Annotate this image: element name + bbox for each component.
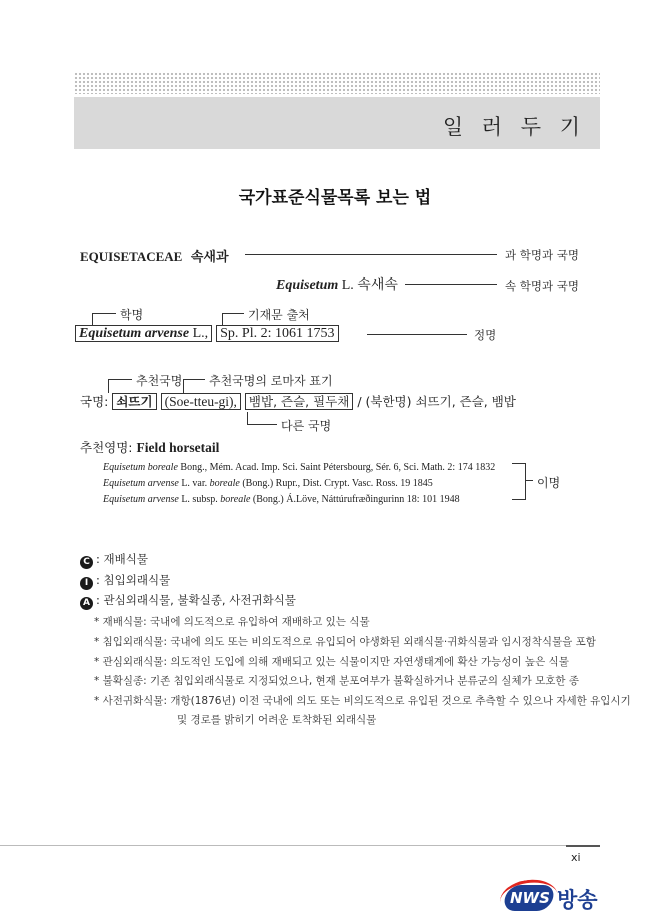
family-scientific-name: EQUISETACEAE [80, 249, 183, 264]
source-bracket-top [222, 313, 244, 314]
other-name-bracket-bottom [247, 424, 277, 425]
synonym-list [103, 460, 495, 508]
romanization-label: 추천국명의 로마자 표기 [209, 374, 333, 388]
synonym-epithet: boreale [209, 478, 240, 489]
family-label: 과 학명과 국명 [505, 248, 579, 262]
recommended-bracket-top [108, 379, 132, 380]
legend-text: : 침입외래식물 [96, 573, 171, 587]
legend-text: : 관심외래식물, 불확실종, 사전귀화식물 [96, 593, 296, 607]
species-scientific-name: Equisetum arvense [79, 326, 190, 341]
synonym-line [103, 492, 495, 508]
note-alien: * 관심외래식물: 의도적인 도입에 의해 재배되고 있는 식물이지만 자연생태계에 확산 가능성이 높은 식물 [94, 656, 569, 668]
source-label: 기재문 출처 [248, 308, 310, 322]
accepted-leader-line [367, 334, 467, 335]
synonym-scientific-name: Equisetum arvense [103, 494, 179, 505]
recommended-name-box: 쇠뜨기 [112, 393, 156, 410]
other-name-label: 다른 국명 [281, 419, 332, 433]
scientific-name-label: 학명 [120, 308, 144, 322]
page-number: xi [571, 851, 581, 864]
romanization-bracket [183, 379, 184, 393]
legend-invasive [80, 572, 170, 590]
recommended-bracket [108, 379, 109, 393]
synonym-label: 이명 [537, 476, 561, 490]
note-invasive: * 침입외래식물: 국내에 의도 또는 비의도적으로 유입되어 야생화된 외래식물·귀화식물과 임시정착식물을 포함 [94, 636, 596, 648]
header-dot-pattern [74, 72, 600, 94]
alien-symbol-icon: A [80, 597, 93, 610]
other-name-bracket [247, 412, 248, 424]
invasive-symbol-icon: I [80, 577, 93, 590]
scientific-bracket [92, 313, 93, 325]
note-uncertain: * 불확실종: 기존 침입외래식물로 지정되었으나, 현재 분포여부가 불확실하거나 분류군의 실체가 모호한 종 [94, 675, 579, 687]
logo-korean-text: 방송 [557, 888, 598, 912]
family-leader-line [245, 254, 497, 255]
accepted-name-label: 정명 [474, 328, 497, 342]
logo-text: NWS [510, 889, 550, 907]
legend-alien [80, 592, 296, 610]
other-names-box: 뱀밥, 즌슬, 필두채 [245, 393, 353, 410]
recommended-name-label: 추천국명 [136, 374, 183, 388]
genus-scientific-name: Equisetum [276, 278, 339, 293]
source-citation-box: Sp. Pl. 2: 1061 1753 [216, 325, 338, 342]
genus-author-korean: L. 속새속 [341, 278, 398, 293]
korean-name-prefix: 국명: [80, 394, 109, 409]
footer-rule [0, 845, 600, 846]
english-name-entry [80, 438, 219, 456]
species-entry [75, 325, 339, 343]
cultivated-symbol-icon: C [80, 556, 93, 569]
genus-leader-line [405, 284, 497, 285]
genus-label: 속 학명과 국명 [505, 279, 579, 293]
species-author: L., [192, 326, 209, 341]
korean-name-entry [80, 393, 516, 411]
synonym-bracket [512, 463, 526, 500]
synonym-scientific-name: Equisetum arvense [103, 478, 179, 489]
family-entry [80, 246, 229, 265]
note-prenaturalized: * 사전귀화식물: 개항(1876년) 이전 국내에 의도 또는 비의도적으로 유입된 것으로 추측할 수 있으나 자세한 유입시기 [94, 695, 631, 707]
legend-text: : 재배식물 [96, 552, 148, 566]
family-korean-name: 속새과 [190, 250, 229, 265]
synonym-line [103, 476, 495, 492]
english-name-value: Field horsetail [136, 440, 220, 455]
synonym-reference: Bong., Mém. Acad. Imp. Sci. Saint Pétersbourg, Sér. 6, Sci. Math. 2: 174 1832 [180, 462, 496, 473]
page-title: 일 러 두 기 [442, 115, 586, 139]
synonym-scientific-name: Equisetum boreale [103, 462, 178, 473]
note-cultivated: * 재배식물: 국내에 의도적으로 유입하여 재배하고 있는 식물 [94, 616, 370, 628]
scientific-bracket-top [92, 313, 116, 314]
synonym-reference: (Bong.) Rupr., Dist. Crypt. Vasc. Ross. 19 1845 [242, 478, 433, 489]
synonym-reference: (Bong.) Á.Löve, Náttúrufræðingurinn 18: 101 1948 [252, 494, 460, 505]
legend-cultivated [80, 551, 148, 569]
synonym-bracket-tick [525, 480, 533, 481]
romanization-box: (Soe-tteu-gi), [161, 393, 241, 410]
footer-rule-accent [566, 845, 600, 847]
scientific-name-box [75, 325, 212, 342]
synonym-epithet: boreale [220, 494, 251, 505]
header-banner [74, 97, 600, 149]
genus-entry [276, 274, 398, 294]
note-prenaturalized-continued: 및 경로를 밝히기 어려운 토착화된 외래식물 [177, 714, 377, 726]
synonym-rank: L. var. [181, 478, 208, 489]
romanization-bracket-top [183, 379, 205, 380]
english-name-prefix: 추천영명: [80, 440, 133, 455]
section-title: 국가표준식물목록 보는 법 [238, 188, 432, 208]
north-korean-names: / (북한명) 쇠뜨기, 즌슬, 뱀밥 [357, 394, 516, 409]
synonym-line [103, 460, 495, 476]
source-bracket [222, 313, 223, 325]
synonym-rank: L. subsp. [181, 494, 218, 505]
